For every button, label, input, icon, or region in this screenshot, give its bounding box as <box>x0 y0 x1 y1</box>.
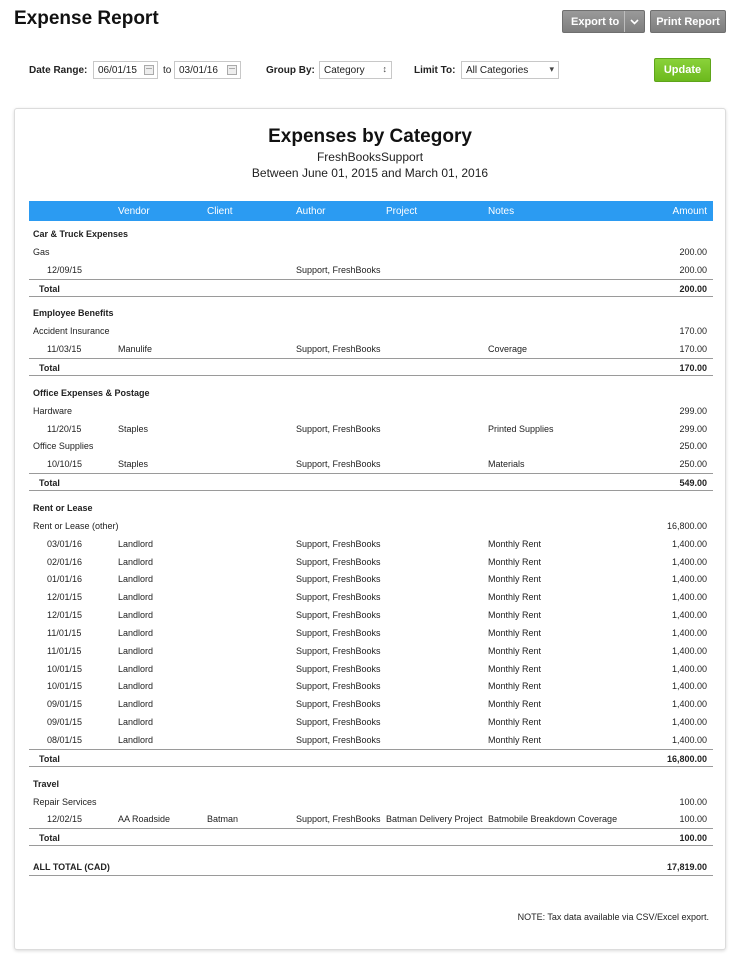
subcategory-row <box>29 517 713 535</box>
table-row <box>29 553 713 571</box>
group-by-label: Group By: <box>266 65 315 76</box>
cell-notes: Printed Supplies <box>488 423 554 434</box>
cell-amount: 1,400.00 <box>671 574 707 585</box>
group-by-value: Category <box>324 65 365 76</box>
chevron-down-icon: ▾ <box>549 64 554 74</box>
cell-vendor: Landlord <box>118 574 154 585</box>
cell-date: 10/01/15 <box>47 663 83 674</box>
cell-date: 11/01/15 <box>47 627 82 638</box>
total-label: Total <box>39 753 60 764</box>
date-from-value: 06/01/15 <box>98 65 137 76</box>
limit-to-value: All Categories <box>466 65 529 76</box>
cell-date: 12/09/15 <box>47 264 83 275</box>
cell-date: 10/01/15 <box>47 681 83 692</box>
date-to-input[interactable] <box>174 61 241 79</box>
cell-vendor: Landlord <box>118 538 154 549</box>
print-report-button[interactable]: Print Report <box>650 10 726 33</box>
category-row <box>29 775 713 793</box>
cell-amount: 200.00 <box>679 264 707 275</box>
category-row <box>29 304 713 322</box>
table-row <box>29 570 713 588</box>
table-row <box>29 677 713 695</box>
cell-vendor: Landlord <box>118 699 154 710</box>
total-row <box>29 473 713 491</box>
subcategory-amount: 200.00 <box>679 246 707 257</box>
col-notes: Notes <box>488 206 515 217</box>
subcategory-name: Office Supplies <box>33 441 94 452</box>
cell-vendor: Landlord <box>118 556 154 567</box>
limit-to-label: Limit To: <box>414 65 456 76</box>
category-name: Travel <box>33 778 60 789</box>
cell-vendor: Landlord <box>118 717 154 728</box>
cell-author: Support, FreshBooks <box>296 423 381 434</box>
cell-amount: 299.00 <box>679 423 707 434</box>
cell-notes: Monthly Rent <box>488 556 542 567</box>
cell-notes: Monthly Rent <box>488 645 542 656</box>
cell-date: 03/01/16 <box>47 538 83 549</box>
cell-author: Support, FreshBooks <box>296 735 381 745</box>
cell-author: Support, FreshBooks <box>296 681 381 692</box>
col-client: Client <box>207 206 233 217</box>
cell-author: Support, FreshBooks <box>296 556 381 567</box>
cell-amount: 250.00 <box>679 459 707 470</box>
cell-notes: Monthly Rent <box>488 627 542 638</box>
table-header <box>29 201 713 221</box>
table-row <box>29 713 713 731</box>
cell-amount: 1,400.00 <box>671 627 707 638</box>
category-name: Office Expenses & Postage <box>33 387 150 398</box>
category-name: Employee Benefits <box>33 308 114 319</box>
report-card <box>14 108 726 950</box>
table-row <box>29 261 713 279</box>
subcategory-name: Accident Insurance <box>33 326 110 337</box>
total-label: Total <box>39 283 60 294</box>
cell-amount: 170.00 <box>679 344 707 355</box>
col-vendor: Vendor <box>118 206 150 217</box>
total-amount: 100.00 <box>679 833 707 844</box>
cell-author: Support, FreshBooks <box>296 610 381 620</box>
table-row <box>29 606 713 624</box>
category-name: Car & Truck Expenses <box>33 229 129 239</box>
cell-date: 11/20/15 <box>47 423 82 434</box>
date-from-input[interactable] <box>93 61 158 79</box>
table-row <box>29 731 713 749</box>
cell-amount: 1,400.00 <box>671 556 707 567</box>
grand-total-amount: 17,819.00 <box>666 862 707 873</box>
update-button[interactable]: Update <box>654 58 711 82</box>
cell-amount: 1,400.00 <box>671 663 707 674</box>
table-row <box>29 420 713 438</box>
cell-amount: 1,400.00 <box>671 538 707 549</box>
subcategory-name: Gas <box>33 246 50 257</box>
subcategory-amount: 100.00 <box>679 796 707 807</box>
subcategory-amount: 16,800.00 <box>666 520 707 531</box>
cell-notes: Batmobile Breakdown Coverage <box>488 814 618 825</box>
total-amount: 16,800.00 <box>666 753 707 764</box>
select-arrows-icon: ↕ <box>382 64 387 74</box>
category-name: Rent or Lease <box>33 502 93 513</box>
cell-vendor: AA Roadside <box>118 814 171 825</box>
category-row <box>29 225 713 243</box>
cell-author: Support, FreshBooks <box>296 592 381 603</box>
col-author: Author <box>296 206 326 217</box>
total-amount: 200.00 <box>679 283 707 294</box>
to-label: to <box>163 65 172 76</box>
cell-amount: 1,400.00 <box>671 717 707 728</box>
table-row <box>29 535 713 553</box>
cell-author: Support, FreshBooks <box>296 699 381 710</box>
cell-date: 12/02/15 <box>47 814 83 825</box>
col-amount: Amount <box>672 206 707 217</box>
table-row <box>29 624 713 642</box>
cell-vendor: Manulife <box>118 344 153 355</box>
page-title: Expense Report <box>14 8 159 29</box>
cell-notes: Monthly Rent <box>488 663 542 674</box>
cell-author: Support, FreshBooks <box>296 645 381 656</box>
total-row <box>29 828 713 846</box>
cell-notes: Monthly Rent <box>488 681 542 692</box>
cell-notes: Monthly Rent <box>488 610 542 620</box>
cell-amount: 1,400.00 <box>671 681 707 692</box>
cell-vendor: Staples <box>118 423 149 434</box>
subcategory-name: Rent or Lease (other) <box>33 520 119 531</box>
cell-vendor: Staples <box>118 459 149 470</box>
export-to-label: Export to <box>571 15 620 28</box>
cell-author: Support, FreshBooks <box>296 717 381 728</box>
cell-notes: Materials <box>488 459 525 470</box>
cell-author: Support, FreshBooks <box>296 663 381 674</box>
cell-vendor: Landlord <box>118 610 154 620</box>
cell-author: Support, FreshBooks <box>296 627 381 638</box>
table-row <box>29 642 713 660</box>
category-row <box>29 384 713 402</box>
total-amount: 549.00 <box>679 478 707 488</box>
cell-notes: Monthly Rent <box>488 699 542 710</box>
export-note: NOTE: Tax data available via CSV/Excel export. <box>517 912 709 922</box>
total-row <box>29 358 713 376</box>
cell-amount: 1,400.00 <box>671 699 707 710</box>
subcategory-row <box>29 793 713 811</box>
cell-date: 09/01/15 <box>47 699 83 710</box>
total-row <box>29 279 713 297</box>
grand-total-row <box>29 858 713 876</box>
cell-author: Support, FreshBooks <box>296 814 381 825</box>
total-label: Total <box>39 362 60 373</box>
table-row <box>29 340 713 358</box>
table-row <box>29 695 713 713</box>
cell-vendor: Landlord <box>118 592 154 603</box>
cell-date: 12/01/15 <box>47 610 83 620</box>
cell-amount: 1,400.00 <box>671 645 707 656</box>
cell-amount: 1,400.00 <box>671 735 707 745</box>
total-label: Total <box>39 478 60 488</box>
calendar-icon[interactable] <box>227 65 237 75</box>
col-project: Project <box>386 206 418 217</box>
cell-notes: Monthly Rent <box>488 735 542 745</box>
subcategory-name: Repair Services <box>33 796 97 807</box>
cell-date: 01/01/16 <box>47 574 83 585</box>
report-company: FreshBooksSupport <box>316 150 424 164</box>
cell-amount: 1,400.00 <box>671 610 707 620</box>
cell-author: Support, FreshBooks <box>296 344 381 355</box>
cell-vendor: Landlord <box>118 663 154 674</box>
cell-date: 11/03/15 <box>47 344 82 355</box>
cell-notes: Monthly Rent <box>488 717 542 728</box>
cell-client: Batman <box>207 814 239 825</box>
group-by-select[interactable] <box>319 61 392 79</box>
cell-vendor: Landlord <box>118 735 154 745</box>
subcategory-row <box>29 243 713 261</box>
cell-notes: Monthly Rent <box>488 592 542 603</box>
cell-notes: Monthly Rent <box>488 538 542 549</box>
table-row <box>29 810 713 828</box>
category-row <box>29 499 713 517</box>
subcategory-amount: 299.00 <box>679 405 707 416</box>
cell-author: Support, FreshBooks <box>296 264 381 275</box>
cell-notes: Coverage <box>488 344 528 355</box>
table-row <box>29 588 713 606</box>
cell-vendor: Landlord <box>118 627 154 638</box>
total-amount: 170.00 <box>679 362 707 373</box>
cell-date: 11/01/15 <box>47 645 82 656</box>
cell-amount: 1,400.00 <box>671 592 707 603</box>
subcategory-name: Hardware <box>33 405 73 416</box>
cell-date: 08/01/15 <box>47 735 83 745</box>
cell-author: Support, FreshBooks <box>296 459 381 470</box>
cell-date: 10/10/15 <box>47 459 83 470</box>
date-to-value: 03/01/16 <box>179 65 218 76</box>
grand-total-label: ALL TOTAL (CAD) <box>33 862 110 873</box>
cell-vendor: Landlord <box>118 645 154 656</box>
chevron-down-icon[interactable] <box>624 11 644 32</box>
subcategory-row <box>29 402 713 420</box>
limit-to-select[interactable] <box>461 61 559 79</box>
cell-date: 02/01/16 <box>47 556 83 567</box>
filter-bar <box>29 60 729 80</box>
report-date-range: Between June 01, 2015 and March 01, 2016 <box>251 166 489 180</box>
cell-amount: 100.00 <box>679 814 707 825</box>
cell-author: Support, FreshBooks <box>296 538 381 549</box>
cell-date: 12/01/15 <box>47 592 83 603</box>
cell-author: Support, FreshBooks <box>296 574 381 585</box>
calendar-icon[interactable] <box>144 65 154 75</box>
cell-date: 09/01/15 <box>47 717 83 728</box>
report-title: Expenses by Category <box>268 126 472 147</box>
total-row <box>29 749 713 767</box>
subcategory-row <box>29 322 713 340</box>
table-row <box>29 660 713 678</box>
table-row <box>29 455 713 473</box>
total-label: Total <box>39 833 60 844</box>
subcategory-amount: 250.00 <box>679 441 707 452</box>
cell-vendor: Landlord <box>118 681 154 692</box>
export-to-button[interactable] <box>562 10 645 33</box>
date-range-label: Date Range: <box>29 65 88 76</box>
subcategory-amount: 170.00 <box>679 326 707 337</box>
cell-notes: Monthly Rent <box>488 574 542 585</box>
subcategory-row <box>29 437 713 455</box>
cell-project: Batman Delivery Project <box>386 814 483 825</box>
